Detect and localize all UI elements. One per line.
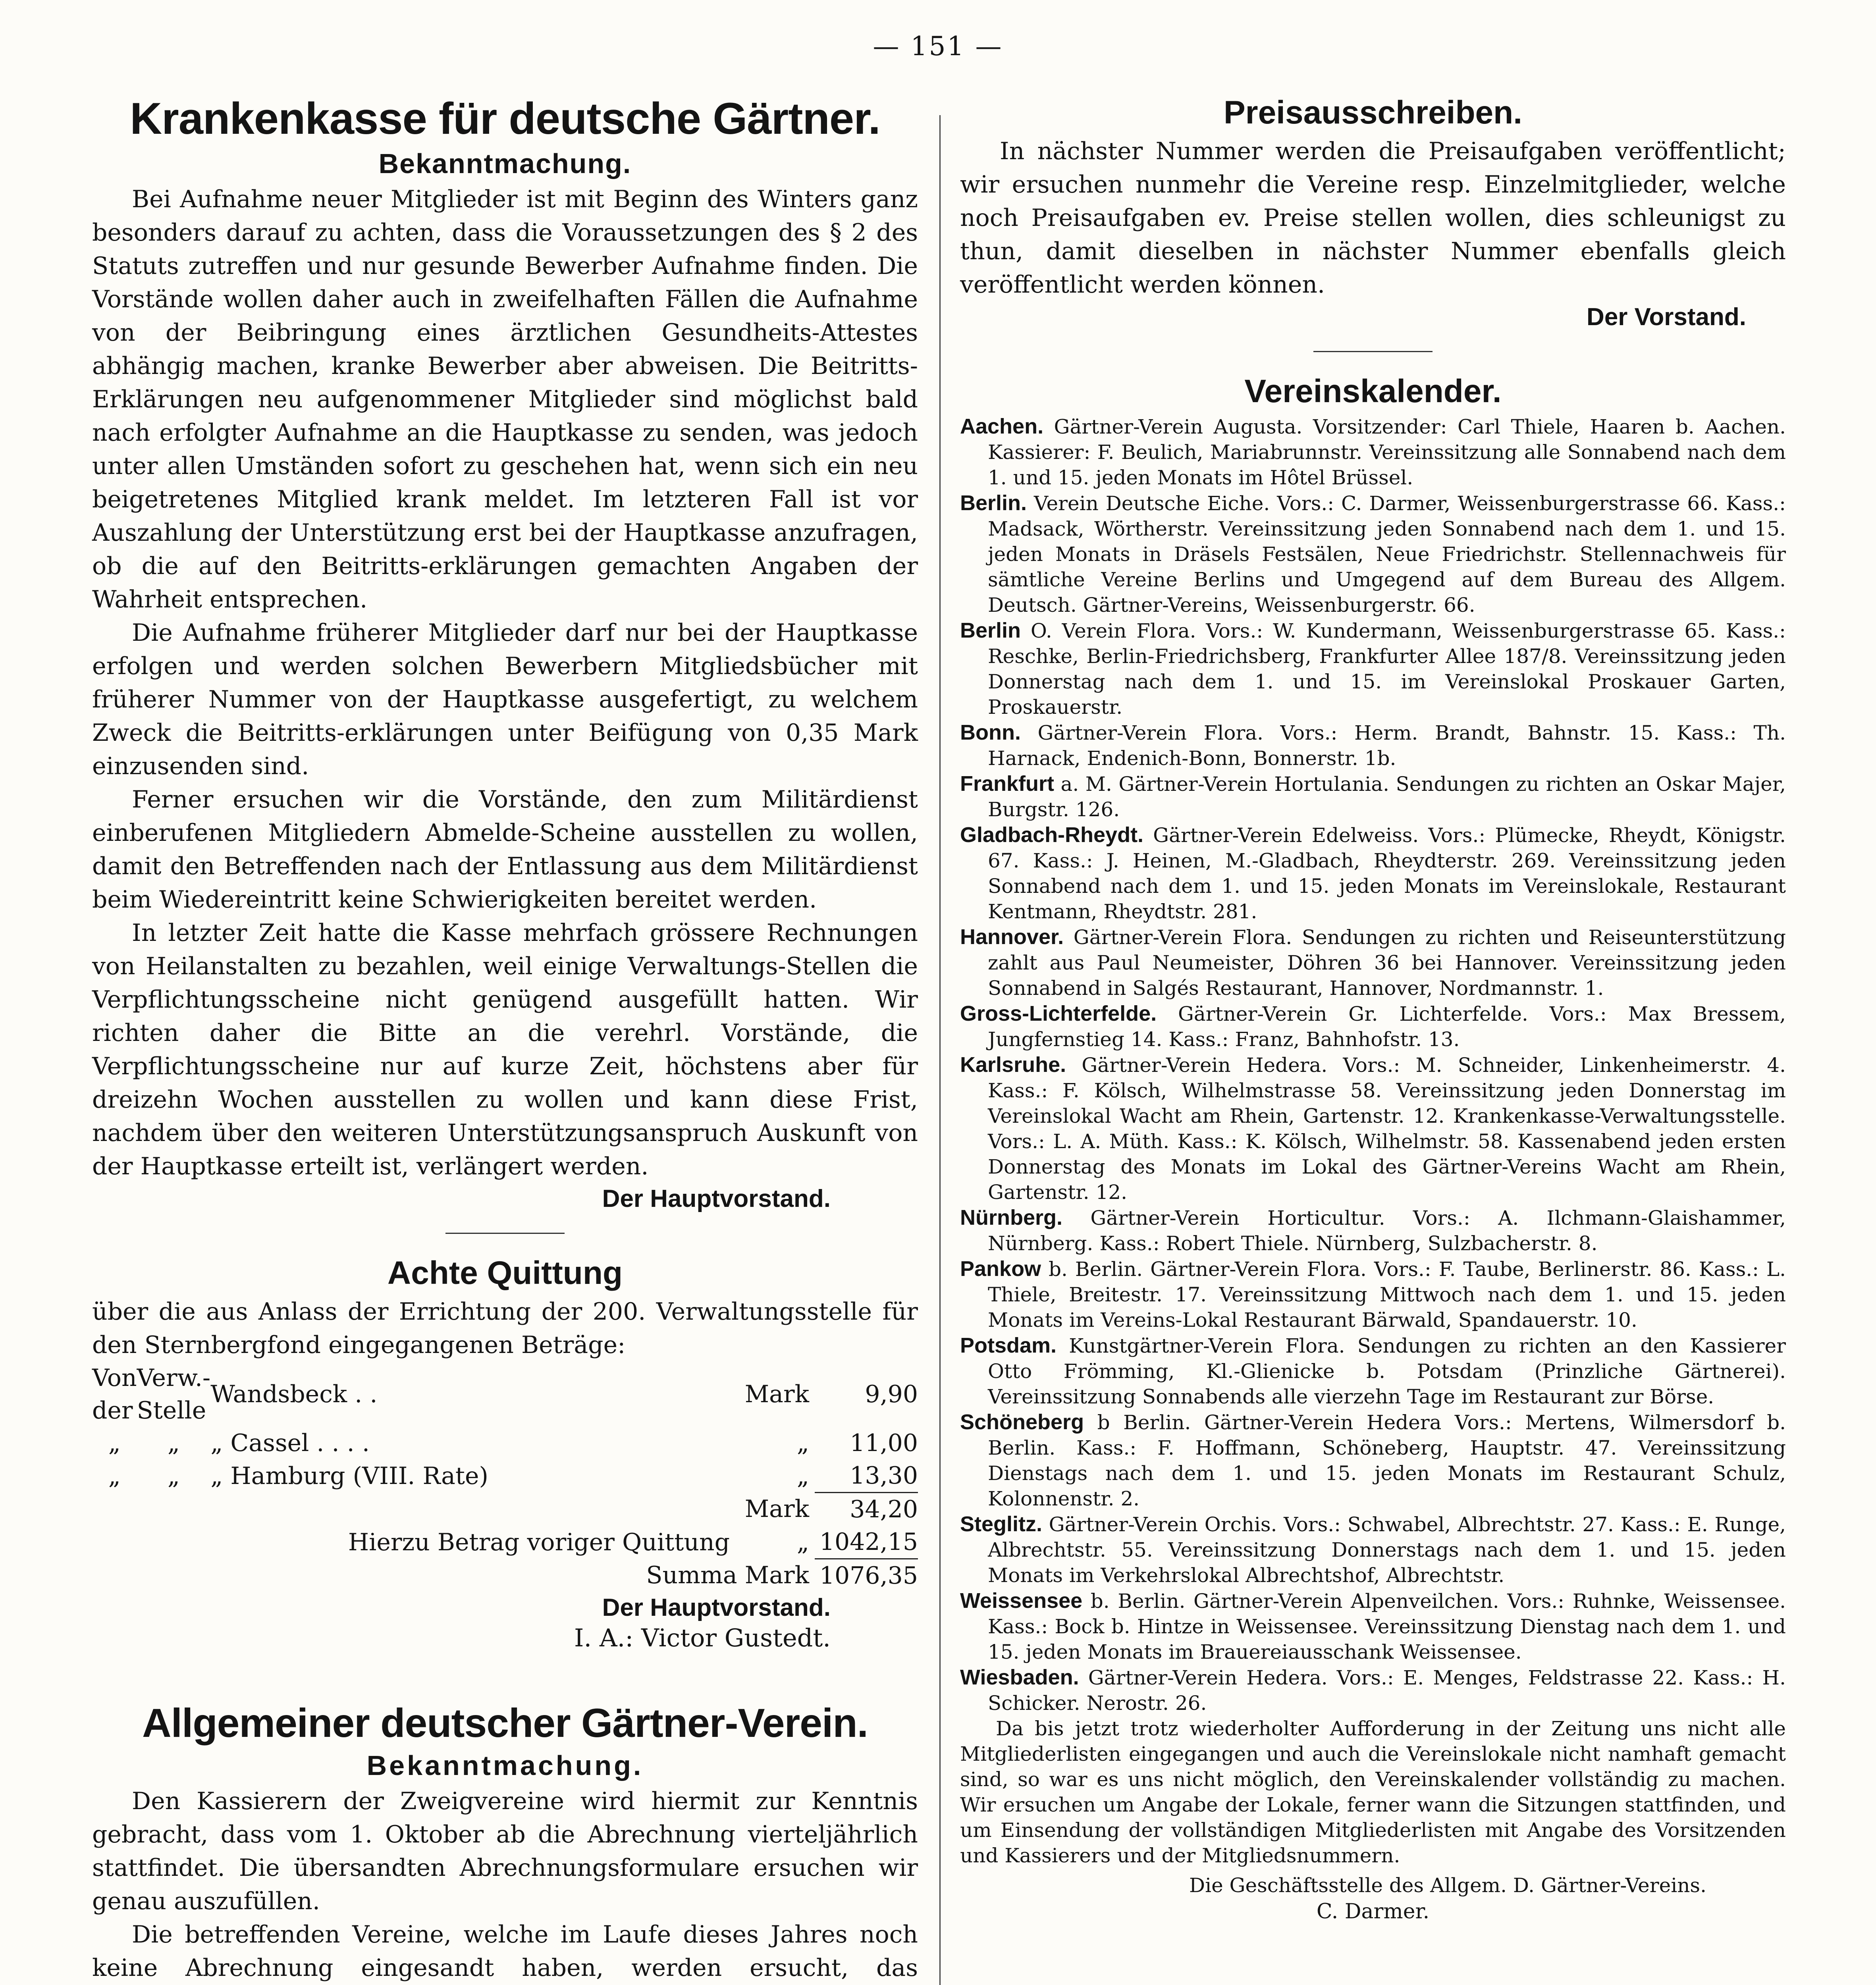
receipt-office: „ [167,1429,180,1457]
left-column [92,93,918,1985]
entry-text: Gärtner-Verein Flora. Sendungen zu richten und Reiseunterstützung zahlt aus Paul Neumeister, Döhren 36 bei Hannover. Vereinssitzung jeden Sonnabend in Salgés Restaurant, Hannover, Nordmannstr. 1. [988,925,1786,1000]
entry-city: Karlsruhe. [960,1052,1066,1077]
entry-city: Gross-Lichterfelde. [960,1001,1157,1025]
entry-text: b Berlin. Gärtner-Verein Hedera Vors.: Mertens, Wilmersdorf b. Berlin. Kass.: F. Hoffmann, Schöneberg, Hauptstr. 47. Vereinssitzung Dienstags nach dem 1. und 15. jeden Monats im Restaurant Schulz, Kolonnenstr. 2. [988,1411,1786,1510]
quittung-title: Achte Quittung [387,1255,623,1291]
kalender-signature-name: C. Darmer. [1316,1899,1430,1923]
table-row [92,1493,918,1526]
entry-text: Gärtner-Verein Horticultur. Vors.: A. Ilchmann-Glaishammer, Nürnberg. Kass.: Robert Thiele. Nürnberg, Sulzbacherstr. 8. [988,1206,1786,1255]
column-divider [939,115,941,1985]
list-item [960,1333,1786,1409]
previous-amount: 1042,15 [815,1526,918,1559]
quittung-signature: Der Hauptvorstand. [602,1594,831,1622]
list-item [960,720,1786,771]
table-row [92,1427,918,1459]
entry-text: Gärtner-Verein Edelweiss. Vors.: Plümecke, Rheydt, Königstr. 67. Kass.: J. Heinen, M.-Gladbach, Rheydterstr. 269. Vereinssitzung jeden Sonnabend nach dem 1. und 15. jeden Monats im Vereinslokale, Restaurant Kentmann, Rheydtstr. 281. [988,823,1786,923]
list-item [960,822,1786,924]
previous-unit: „ [796,1528,809,1556]
entry-text: Gärtner-Verein Augusta. Vorsitzender: Carl Thiele, Haaren b. Aachen. Kassierer: F. Beulich, Mariabrunnstr. Vereinssitzung alle Sonnabend nach dem 1. und 15. jeden Monats im Hôtel Brüssel. [988,415,1786,489]
total-amount: 1076,35 [819,1562,918,1590]
list-item [960,618,1786,720]
receipt-office: Verw.-Stelle [137,1364,211,1425]
list-item [960,1001,1786,1052]
subtotal-unit: Mark [744,1495,809,1523]
entry-city: Frankfurt [960,771,1055,796]
adgv-paragraph: Die betreffenden Vereine, welche im Laufe dieses Jahres noch keine Abrechnung eingesandt haben, werden ersucht, das [92,1921,918,1982]
entry-text: Gärtner-Verein Hedera. Vors.: E. Menges, Feldstrasse 22. Kass.: H. Schicker. Nerostr. 26. [988,1666,1786,1715]
table-row [92,1362,918,1427]
entry-city: Potsdam. [960,1333,1057,1357]
entry-text: Gärtner-Verein Hedera. Vors.: M. Schneider, Linkenheimerstr. 4. Kass.: F. Kölsch, Wilhelmstrasse 58. Vereinssitzung jeden Donnerstag im Vereinslokal Wacht am Rhein, Gartenstr. 12. Krankenkasse-Verwaltungsstelle. Vors.: L. A. Müth. Kass.: K. Kölsch, Wilhelmstr. 58. Kassenabend jeden ersten Donnerstag des Monats im Lokal des Gärtner-Vereins Wacht am Rhein, Gartenstr. 12. [988,1053,1786,1204]
list-item [960,1588,1786,1665]
preis-title: Preisausschreiben. [1223,94,1523,131]
entry-city: Bonn. [960,720,1021,744]
krankenkasse-notice [92,93,918,1213]
krankenkasse-signature: Der Hauptvorstand. [602,1185,831,1212]
krankenkasse-paragraph: Ferner ersuchen wir die Vorstände, den zum Militärdienst einberufenen Mitgliedern Abmelde-Scheine ausstellen zu wollen, damit den Betreffenden nach der Entlassung aus dem Militärdienst beim Wiedereintritt keine Schwierigkeiten bereitet werden. [92,785,918,913]
preis-paragraph: In nächster Nummer werden die Preisaufgaben veröffentlicht; wir ersuchen nunmehr die Vereine resp. Einzelmitglieder, welche noch Preisaufgaben ev. Preise stellen wollen, dies schleunigst zu thun, damit dieselben in nächster Nummer ebenfalls gleich veröffentlicht werden können. [960,137,1786,299]
kalender-list [960,414,1786,1716]
adgv-paragraph: Den Kassierern der Zweigvereine wird hiermit zur Kenntnis gebracht, dass vom 1. Oktober ab die Abrechnung vierteljährlich stattfindet. Die übersandten Abrechnungsformulare ersuchen wir genau auszufüllen. [92,1787,918,1916]
adgv-notice [92,1700,918,1985]
subtotal-amount: 34,20 [850,1495,918,1524]
preis-signature: Der Vorstand. [1587,303,1746,331]
entry-text: Gärtner-Verein Orchis. Vors.: Schwabel, Albrechtstr. 27. Kass.: E. Runge, Albrechtstr. 55. Vereinssitzung Donnerstags nach dem 1. und 15. jeden Monats im Verkehrslokal Albrechtshof, Albrechtstr. [988,1513,1786,1587]
page-number: — 151 — [873,31,1003,62]
adgv-subtitle: Bekanntmachung. [366,1750,644,1781]
table-row [92,1459,918,1493]
entry-city: Schöneberg [960,1410,1084,1434]
entry-text: Verein Deutsche Eiche. Vors.: C. Darmer, Weissenburgerstrasse 66. Kass.: Madsack, Wörtherstr. Vereinssitzung jeden Sonnabend nach dem 1. und 15. jeden Monats in Dräsels Festsälen, Neue Friedrichstr. Stellennachweis für sämtliche Vereine Berlins und Umgegend auf dem Bureau des Allgem. Deutsch. Gärtner-Vereins, Weissenburgerstr. 66. [988,491,1786,617]
table-row [92,1559,918,1592]
entry-text: Gärtner-Verein Flora. Vors.: Herm. Brandt, Bahnstr. 15. Kass.: Th. Harnack, Endenich-Bonn, Bonnerstr. 1b. [988,721,1786,770]
receipt-place: „ Hamburg (VIII. Rate) [210,1462,488,1490]
krankenkasse-subtitle: Bekanntmachung. [378,148,632,179]
krankenkasse-paragraph: In letzter Zeit hatte die Kasse mehrfach grössere Rechnungen von Heilanstalten zu bezahlen, weil einige Verwaltungs-Stellen die Verpflichtungsscheine nicht genügend ausgefüllt hatten. Wir richten daher die Bitte an die verehrl. Vorstände, die Verpflichtungsscheine nur auf kurze Zeit, höchstens aber für dreizehn Wochen ausstellen zu wollen und kann diese Frist, nachdem über den weiteren Unterstützungsanspruch Auskunft von der Hauptkasse erteilt ist, verlängert werden. [92,919,918,1180]
receipt-place: Wandsbeck . . [210,1380,378,1409]
entry-city: Hannover. [960,925,1064,949]
receipt-prefix: „ [108,1429,121,1457]
spacer [92,1652,918,1700]
entry-text: O. Verein Flora. Vors.: W. Kundermann, Weissenburgerstrasse 65. Kass.: Reschke, Berlin-Friedrichsberg, Frankfurter Allee 187/8. Vereinssitzung jeden Donnerstag nach dem 1. und 15. im Vereinslokal Proskauer Garten, Proskauerstr. [988,619,1786,719]
total-label: Summa Mark [646,1561,809,1590]
entry-city: Wiesbaden. [960,1665,1079,1689]
entry-text: a. M. Gärtner-Verein Hortulania. Sendungen zu richten an Oskar Majer, Burgstr. 126. [988,772,1786,821]
receipts-table [92,1362,918,1592]
quittung-signature-by: I. A.: Victor Gustedt. [574,1623,831,1653]
entry-city: Pankow [960,1257,1041,1281]
receipt-unit: „ [796,1462,809,1490]
receipt-place: „ Cassel . . . . [210,1429,370,1457]
kalender-closing-paragraph: Da bis jetzt trotz wiederholter Aufforderung in der Zeitung uns nicht alle Mitgliederlisten eingegangen und auch die Vereinslokale nicht namhaft gemacht sind, so war es uns nicht möglich, den Vereinskalender vollständig zu machen. Wir ersuchen um Angabe der Lokale, ferner wann die Sitzungen stattfinden, und um Einsendung der vollständigen Mitgliederlisten mit Angabe des Vorsitzenden und Kassierers und der Mitgliedsnummern. [960,1717,1786,1867]
quittung-intro: über die aus Anlass der Errichtung der 200. Verwaltungsstelle für den Sternbergfond eingegangenen Beträge: [92,1298,918,1359]
entry-text: Kunstgärtner-Verein Flora. Sendungen zu richten an den Kassierer Otto Frömming, Kl.-Glienicke b. Potsdam (Prinzliche Gärtnerei). Vereinssitzung Sonnabends alle vierzehn Tage im Restaurant zur Börse. [988,1334,1786,1408]
krankenkasse-paragraph: Die Aufnahme früherer Mitglieder darf nur bei der Hauptkasse erfolgen und werden solchen Bewerbern Mitgliedsbücher mit früherer Nummer von der Hauptkasse ausgefertigt, zu welchem Zweck die Beitritts-erklärungen unter Beifügung von 0,35 Mark einzusenden sind. [92,619,918,780]
receipt-amount: 11,00 [850,1429,918,1457]
adgv-title: Allgemeiner deutscher Gärtner-Verein. [142,1700,868,1746]
entry-text: Gärtner-Verein Gr. Lichterfelde. Vors.: Max Bressem, Jungfernstieg 14. Kass.: Franz, Bahnhofstr. 13. [988,1002,1786,1051]
receipt-unit: Mark [744,1380,809,1409]
entry-city: Nürnberg. [960,1205,1063,1230]
list-item [960,1665,1786,1716]
section-divider [445,1233,565,1234]
krankenkasse-paragraph: Bei Aufnahme neuer Mitglieder ist mit Beginn des Winters ganz besonders darauf zu achten, dass die Voraussetzungen des § 2 des Statuts zutreffen und nur gesunde Bewerber Aufnahme finden. Die Vorstände wollen daher auch in zweifelhaften Fällen die Aufnahme von der Beibringung eines ärztlichen Gesundheits-Attestes abhängig machen, kranke Bewerber aber abweisen. Die Beitritts-Erklärungen neu aufgenommener Mitglieder sind möglichst bald nach erfolgter Aufnahme an die Hauptkasse zu senden, was jedoch unter allen Umständen sofort zu geschehen hat, wenn sich ein neu beigetretenes Mitglied krank meldet. Im letzteren Fall ist vor Auszahlung der Unterstützung erst bei der Hauptkasse anzufragen, ob die auf den Beitritts-erklärungen gemachten Angaben der Wahrheit entsprechen. [92,185,918,613]
receipt-prefix: „ [108,1462,121,1490]
list-item [960,924,1786,1001]
entry-city: Berlin [960,618,1021,642]
table-row [92,1526,918,1559]
quittung-section [92,1254,918,1652]
entry-city: Steglitz. [960,1512,1043,1536]
preisausschreiben-notice [960,93,1786,331]
entry-text: b. Berlin. Gärtner-Verein Alpenveilchen. Vors.: Ruhnke, Weissensee. Kass.: Bock b. Hintze in Weissensee. Vereinssitzung Dienstag nach dem 1. und 15. jeden Monats im Brauereiausschank Weissensee. [988,1589,1786,1663]
list-item [960,1205,1786,1256]
list-item [960,1052,1786,1205]
receipt-unit: „ [796,1429,809,1457]
previous-label: Hierzu Betrag voriger Quittung [348,1528,730,1556]
list-item [960,1511,1786,1588]
section-divider [1313,351,1433,352]
list-item [960,1409,1786,1511]
entry-city: Berlin. [960,491,1027,515]
receipt-amount: 13,30 [815,1459,918,1493]
receipt-amount: 9,90 [865,1380,918,1409]
entry-city: Aachen. [960,414,1044,438]
entry-city: Gladbach-Rheydt. [960,823,1144,847]
kalender-title: Vereinskalender. [1244,373,1502,410]
entry-text: b. Berlin. Gärtner-Verein Flora. Vors.: F. Taube, Berlinerstr. 86. Kass.: L. Thiele, Breitestr. 17. Vereinssitzung Mittwoch nach dem 1. und 15. jeden Monats im Vereins-Lokal Restaurant Bärwald, Spandauerstr. 10. [988,1257,1786,1332]
receipt-prefix: Von der [92,1364,137,1425]
list-item [960,490,1786,618]
list-item [960,1256,1786,1333]
list-item [960,771,1786,822]
list-item [960,414,1786,490]
krankenkasse-title: Krankenkasse für deutsche Gärtner. [130,94,880,143]
entry-city: Weissensee [960,1588,1083,1613]
receipt-office: „ [167,1462,180,1490]
vereinskalender [960,372,1786,1924]
right-column [960,93,1786,1925]
kalender-signature: Die Geschäftsstelle des Allgem. D. Gärtner-Vereins. [1189,1873,1706,1897]
